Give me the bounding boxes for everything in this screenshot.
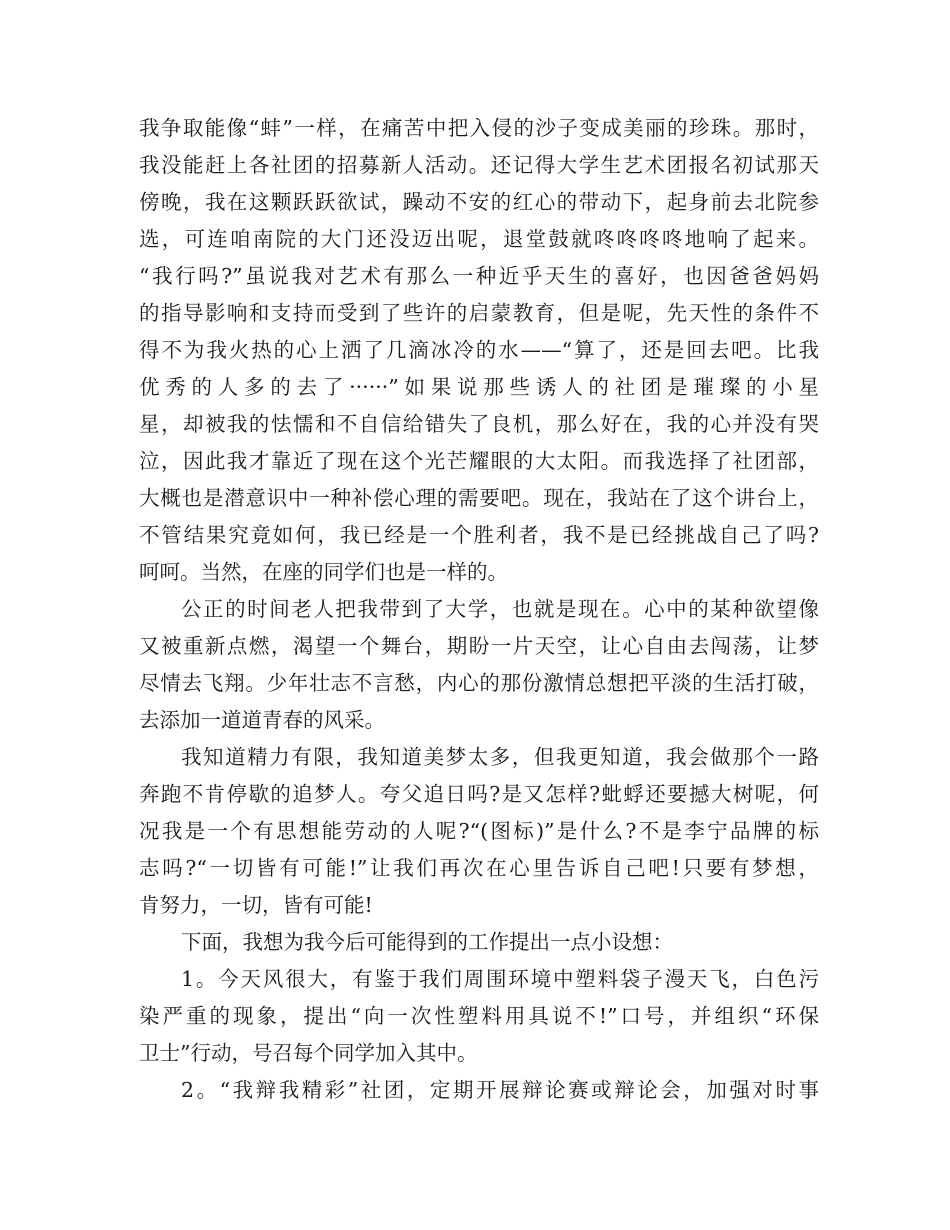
text-line: 我争取能像“蚌”一样，在痛苦中把入侵的沙子变成美丽的珍珠。那时， (139, 116, 819, 140)
text-line: “我行吗?”虽说我对艺术有那么一种近乎天生的喜好，也因爸爸妈妈 (139, 264, 819, 288)
text-line: 肯努力，一切，皆有可能! (139, 893, 373, 917)
text-line: 不管结果究竟如何，我已经是一个胜利者，我不是已经挑战自己了吗? (139, 523, 819, 547)
list-item-first-line: 1。今天风很大，有鉴于我们周围环境中塑料袋子漫天飞，白色污 (181, 967, 819, 991)
text-line: 的指导影响和支持而受到了些许的启蒙教育，但是呢，先天性的条件不 (139, 301, 819, 325)
text-line: 尽情去飞翔。少年壮志不言愁，内心的那份激情总想把平淡的生活打破， (139, 671, 819, 695)
text-line: 傍晚，我在这颗跃跃欲试，躁动不安的红心的带动下，起身前去北院参 (139, 190, 819, 214)
text-line: 我没能赶上各社团的招募新人活动。还记得大学生艺术团报名初试那天 (139, 153, 819, 177)
text-line: 星，却被我的怯懦和不自信给错失了良机，那么好在，我的心并没有哭 (139, 412, 819, 436)
text-line: 志吗?“一切皆有可能!”让我们再次在心里告诉自己吧!只要有梦想， (139, 856, 819, 880)
text-line: 去添加一道道青春的风采。 (139, 708, 385, 732)
text-line: 泣，因此我才靠近了现在这个光芒耀眼的大太阳。而我选择了社团部， (139, 449, 819, 473)
text-line: 选，可连咱南院的大门还没迈出呢，退堂鼓就咚咚咚咚地响了起来。 (139, 227, 819, 251)
text-line: 卫士”行动，号召每个同学加入其中。 (139, 1041, 478, 1065)
text-line: 况我是一个有思想能劳动的人呢?“(图标)”是什么?不是李宁品牌的标 (139, 819, 819, 843)
paragraph-first-line: 我知道精力有限，我知道美梦太多，但我更知道，我会做那个一路 (181, 745, 819, 769)
document-body (139, 110, 819, 1109)
list-item-first-line: 2。“我辩我精彩”社团，定期开展辩论赛或辩论会，加强对时事 (181, 1078, 819, 1102)
text-line: 奔跑不肯停歇的追梦人。夸父追日吗?是又怎样?蚍蜉还要撼大树呢，何 (139, 782, 819, 806)
paragraph-first-line: 公正的时间老人把我带到了大学，也就是现在。心中的某种欲望像 (181, 597, 819, 621)
text-line: 染严重的现象，提出“向一次性塑料用具说不!”口号，并组织“环保 (139, 1004, 819, 1028)
text-line: 大概也是潜意识中一种补偿心理的需要吧。现在，我站在了这个讲台上， (139, 486, 819, 510)
text-line: 呵呵。当然，在座的同学们也是一样的。 (139, 560, 508, 584)
paragraph-first-line: 下面，我想为我今后可能得到的工作提出一点小设想： (181, 930, 673, 954)
text-line: 得不为我火热的心上洒了几滴冰冷的水——“算了，还是回去吧。比我 (139, 338, 819, 362)
text-line: 优秀的人多的去了······”如果说那些诱人的社团是璀璨的小星 (139, 375, 819, 399)
text-line: 又被重新点燃，渴望一个舞台，期盼一片天空，让心自由去闯荡，让梦 (139, 634, 819, 658)
